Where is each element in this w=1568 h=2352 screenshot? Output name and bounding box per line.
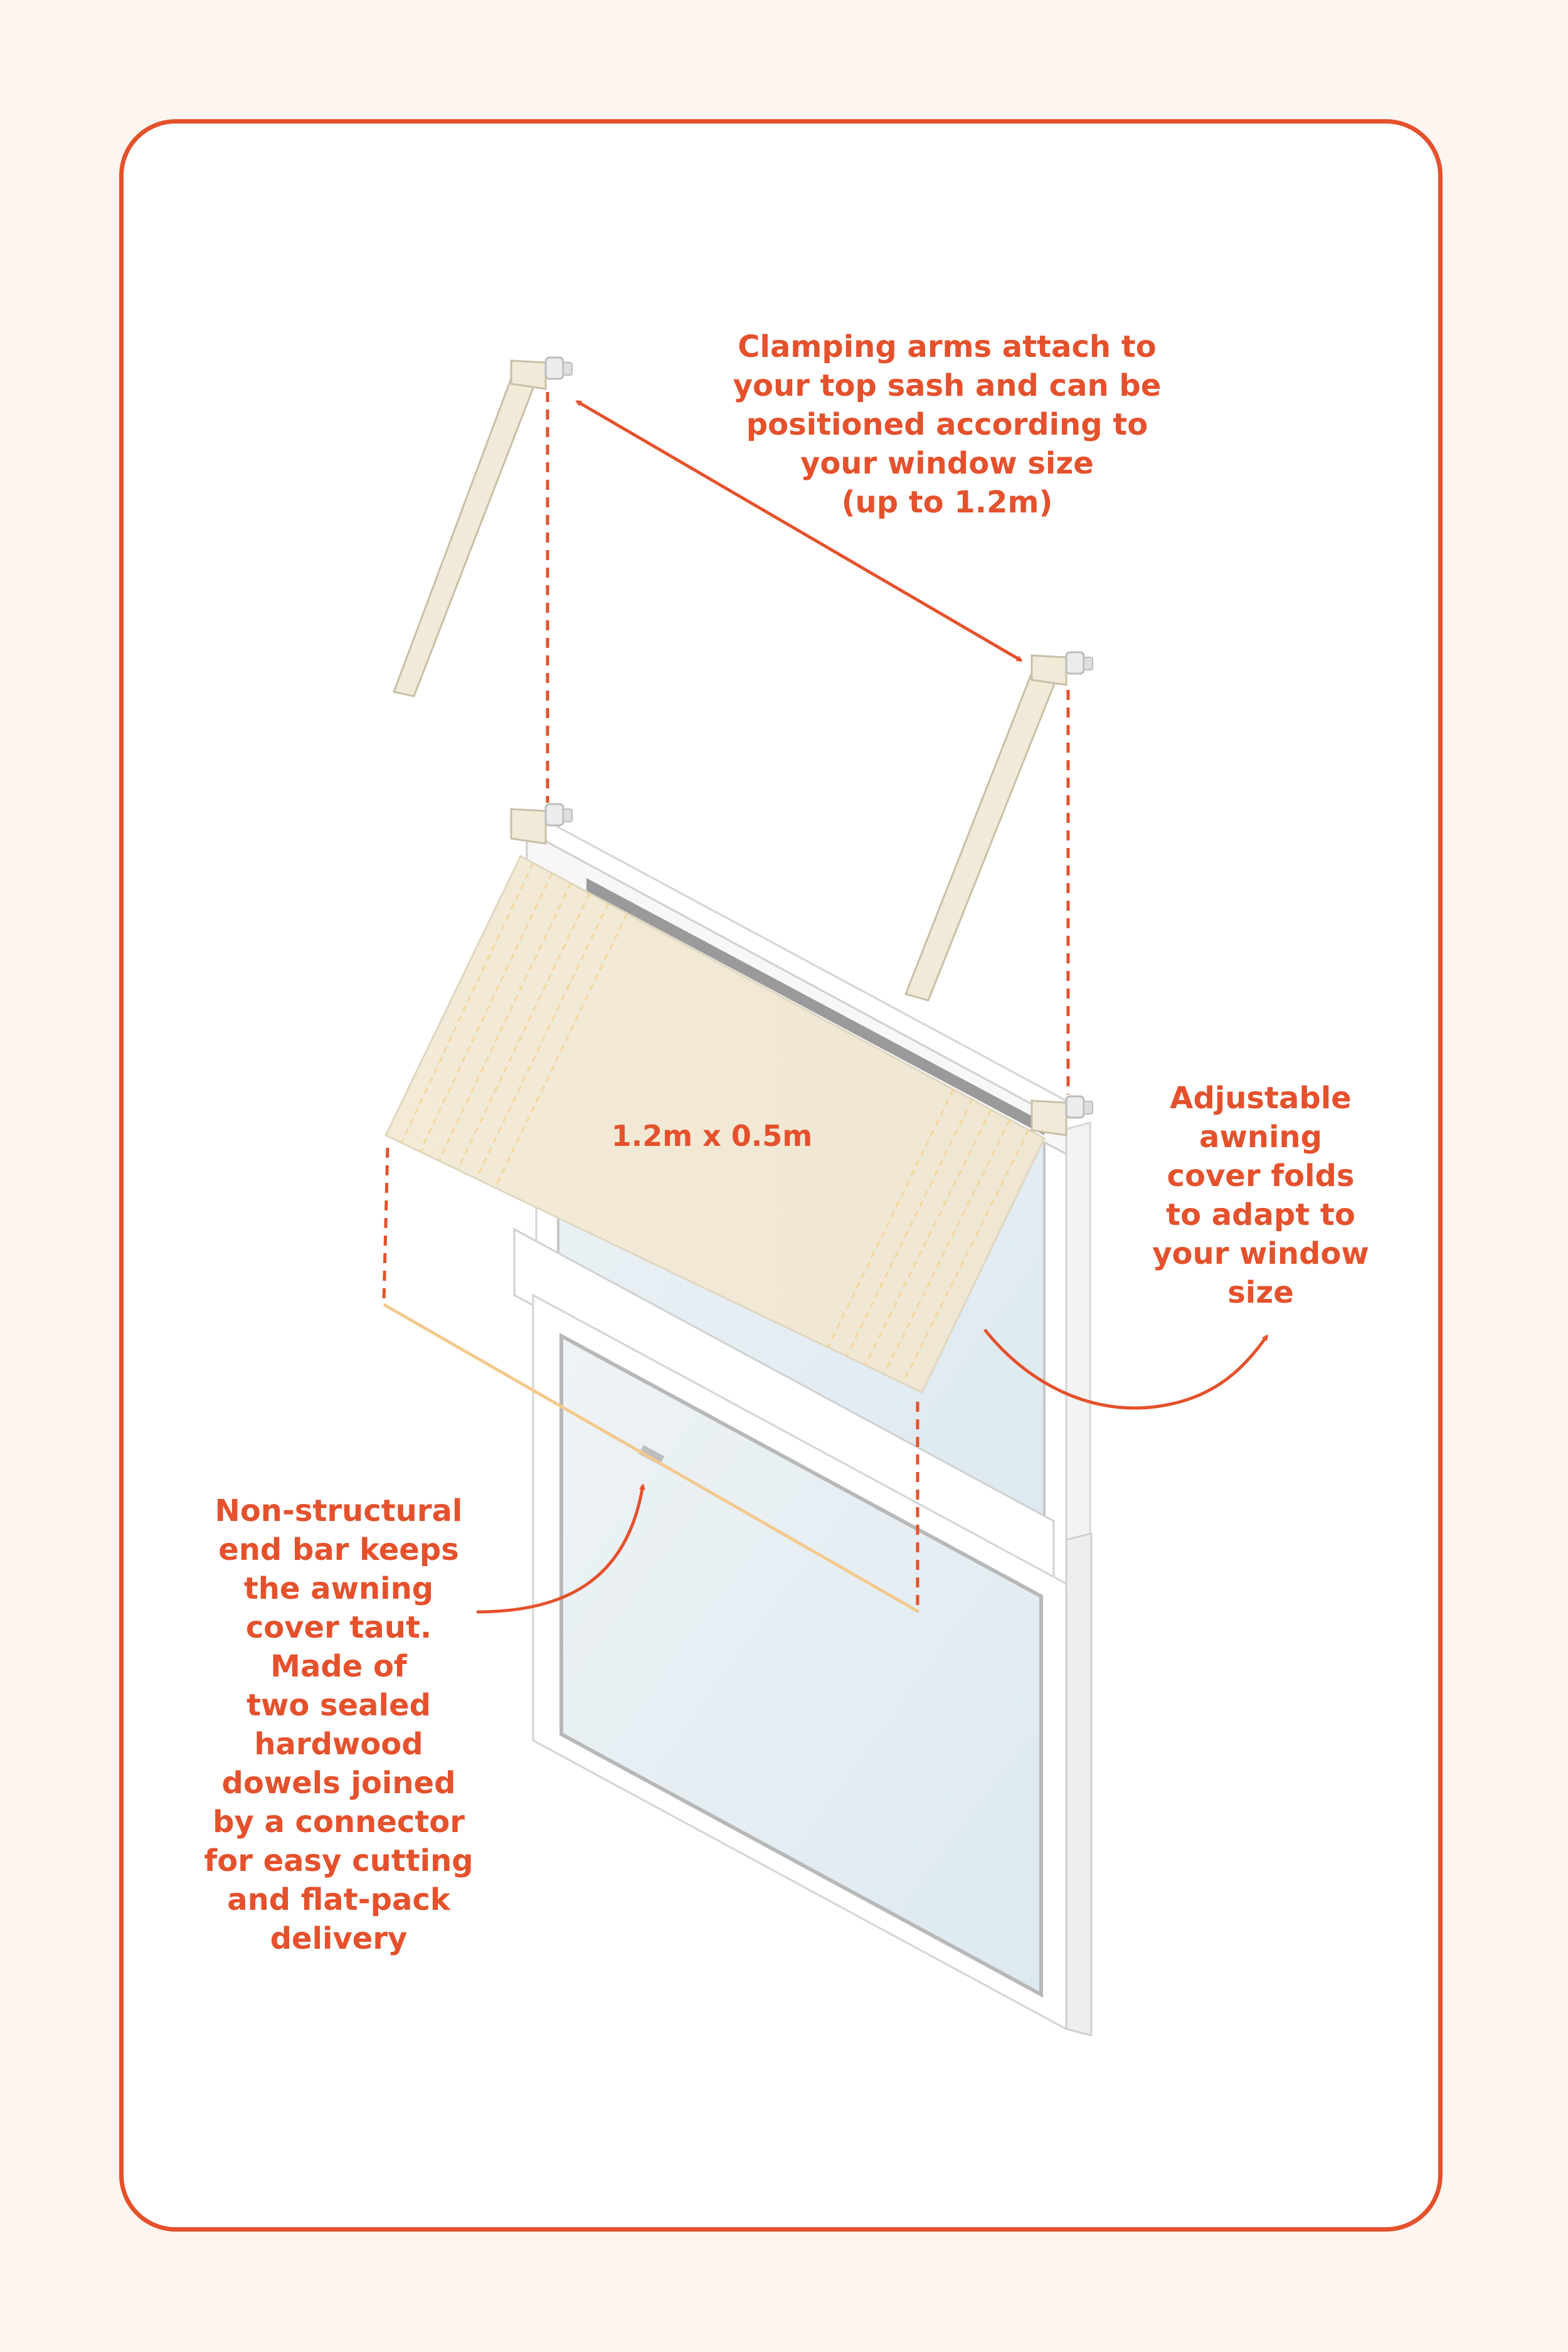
clamp-screw-icon <box>546 358 563 379</box>
arm-bar <box>394 370 538 696</box>
clamp-screw-icon <box>1066 1096 1084 1118</box>
lower-sash-side <box>1066 1534 1091 2035</box>
cover-size-label: 1.2m x 0.5m <box>611 1119 813 1153</box>
clamping-arm-top-right <box>906 652 1093 1000</box>
arm-bar <box>906 665 1060 1000</box>
end-bar-callout: Non-structural end bar keeps the awning cover taut. Made of two sealed hardwood dowels joined by a connector for easy cutting and flat-pack delivery <box>204 1493 474 1956</box>
awning-cover-callout: Adjustable awning cover folds to adapt to your window size <box>1152 1081 1369 1310</box>
clamp-screw-icon <box>546 804 563 825</box>
arm-hook <box>1032 655 1066 685</box>
clamping-arm-top-left <box>394 358 572 696</box>
clamping-arms-callout: Clamping arms attach to your top sash and can be positioned according to your window size (up to 1.2m) <box>733 329 1162 520</box>
clamp-screw-icon <box>1066 652 1084 674</box>
guide-line-end-bar-left <box>384 1148 388 1301</box>
arm-hook <box>511 361 546 389</box>
